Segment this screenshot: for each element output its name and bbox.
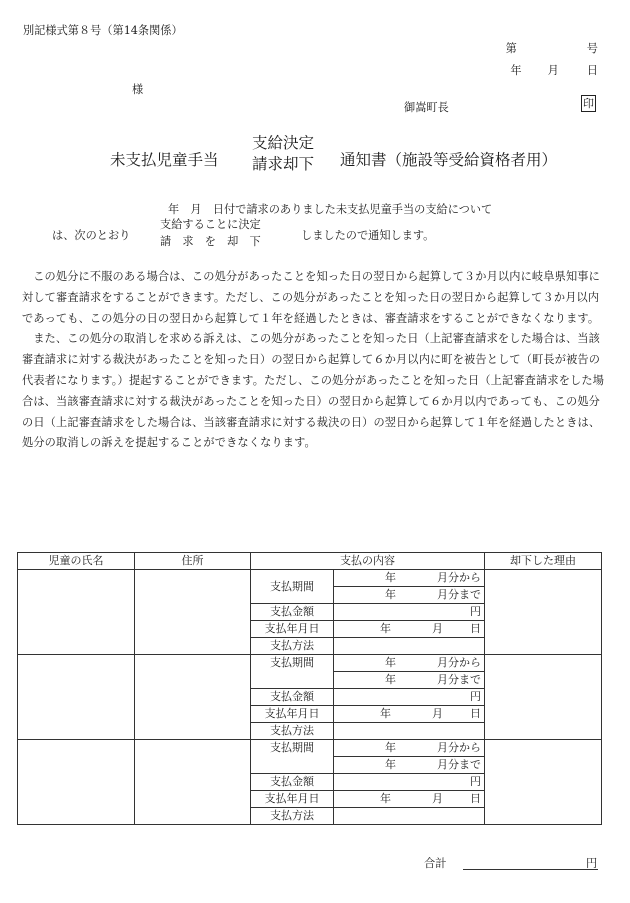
appeal-paragraph-1: この処分に不服のある場合は、この処分があったことを知った日の翌日から起算して３か月以内に岐阜県知事に対して審査請求をすることができます。ただし、この処分があったことを知った日の翌日から起算して３か月以内であっても、この処分の日の翌日から起算して１年を経過したときは、審査請求をすることができなくなります。 xyxy=(22,270,600,325)
intro-option-decision: 支給することに決定 xyxy=(160,218,261,231)
period-to[interactable]: 年 月分まで xyxy=(334,757,485,774)
rejection-reason-cell[interactable] xyxy=(485,740,602,825)
intro-line: 年 月 日付で請求のありました未支払児童手当の支給について xyxy=(168,203,493,216)
amount-value[interactable]: 円 xyxy=(334,689,485,706)
rejection-reason-cell[interactable] xyxy=(485,655,602,740)
addressee: 様 xyxy=(132,83,144,96)
period-to[interactable]: 年 月分まで xyxy=(334,672,485,689)
child-name-cell[interactable] xyxy=(18,570,135,655)
method-value[interactable] xyxy=(334,808,485,825)
table-row xyxy=(18,570,602,587)
header-rejection-reason: 却下した理由 xyxy=(485,553,602,570)
title-option-decision: 支給決定 xyxy=(252,134,315,152)
date-value[interactable]: 年 月 日 xyxy=(334,706,485,723)
total-field[interactable] xyxy=(463,869,598,870)
intro-lead: は、次のとおり xyxy=(52,229,131,242)
document-number xyxy=(506,40,598,56)
period-to[interactable]: 年 月分まで xyxy=(334,587,485,604)
date-label: 支払年月日 xyxy=(251,706,334,723)
month-label: 月 xyxy=(547,64,559,77)
method-value[interactable] xyxy=(334,723,485,740)
address-cell[interactable] xyxy=(135,740,251,825)
period-label: 支払期間 xyxy=(251,655,334,689)
title-option-rejection: 請求却下 xyxy=(252,155,315,173)
appeal-paragraph-2: また、この処分の取消しを求める訴えは、この処分があったことを知った日（上記審査請求をした場合は、当該審査請求に対する裁決があったことを知った日）の翌日から起算して６か月以内に町を被告として（町長が被告の代表者になります。）提起することができます。ただし、この処分があったことを知った日（上記審査請求をした場合は、当該審査請求に対する裁決があったことを知った日）の翌日から起算して６か月以内であっても、この処分の日（上記審査請求をした場合は、当該審査請求に対する裁決の日）の翌日から起算して１年を経過したときは、処分の取消しの訴えを提起することができなくなります。 xyxy=(22,332,605,450)
amount-label: 支払金額 xyxy=(251,689,334,706)
date-label: 支払年月日 xyxy=(251,621,334,638)
date-value[interactable]: 年 月 日 xyxy=(334,621,485,638)
date-value[interactable]: 年 月 日 xyxy=(334,791,485,808)
method-label: 支払方法 xyxy=(251,638,334,655)
total-unit: 円 xyxy=(586,857,598,870)
table-header xyxy=(18,553,602,570)
header-child-name: 児童の氏名 xyxy=(18,553,135,570)
rejection-reason-cell[interactable] xyxy=(485,570,602,655)
form-number: 別記様式第８号（第14条関係） xyxy=(23,24,183,37)
intro-trail: しましたので通知します。 xyxy=(301,229,435,242)
total-label: 合計 xyxy=(424,857,447,870)
period-label: 支払期間 xyxy=(251,740,334,774)
title-options xyxy=(252,133,314,175)
method-label: 支払方法 xyxy=(251,723,334,740)
table-row xyxy=(18,655,602,672)
header-address: 住所 xyxy=(135,553,251,570)
amount-value[interactable]: 円 xyxy=(334,604,485,621)
address-cell[interactable] xyxy=(135,570,251,655)
seal-mark: 印 xyxy=(583,97,594,110)
table-row xyxy=(18,740,602,757)
title-suffix: 通知書（施設等受給資格者用） xyxy=(340,151,558,169)
child-name-cell[interactable] xyxy=(18,740,135,825)
day-label: 日 xyxy=(586,64,598,77)
header-payment-content: 支払の内容 xyxy=(251,553,485,570)
date-label: 支払年月日 xyxy=(251,791,334,808)
number-suffix: 号 xyxy=(586,42,598,55)
payment-table xyxy=(17,552,602,825)
address-cell[interactable] xyxy=(135,655,251,740)
title-prefix: 未支払児童手当 xyxy=(110,151,219,169)
method-label: 支払方法 xyxy=(251,808,334,825)
issue-date xyxy=(510,62,598,78)
amount-value[interactable]: 円 xyxy=(334,774,485,791)
amount-label: 支払金額 xyxy=(251,604,334,621)
period-from[interactable]: 年 月分から xyxy=(334,740,485,757)
amount-label: 支払金額 xyxy=(251,774,334,791)
child-name-cell[interactable] xyxy=(18,655,135,740)
number-label: 第 xyxy=(505,42,517,55)
issuer: 御嵩町長 xyxy=(404,101,449,114)
period-label: 支払期間 xyxy=(251,570,334,604)
method-value[interactable] xyxy=(334,638,485,655)
year-label: 年 xyxy=(510,64,522,77)
period-from[interactable]: 年 月分から xyxy=(334,655,485,672)
appeal-notice xyxy=(22,267,610,454)
intro-option-rejection: 請 求 を 却 下 xyxy=(160,235,261,248)
intro-options xyxy=(160,216,261,250)
period-from[interactable]: 年 月分から xyxy=(334,570,485,587)
